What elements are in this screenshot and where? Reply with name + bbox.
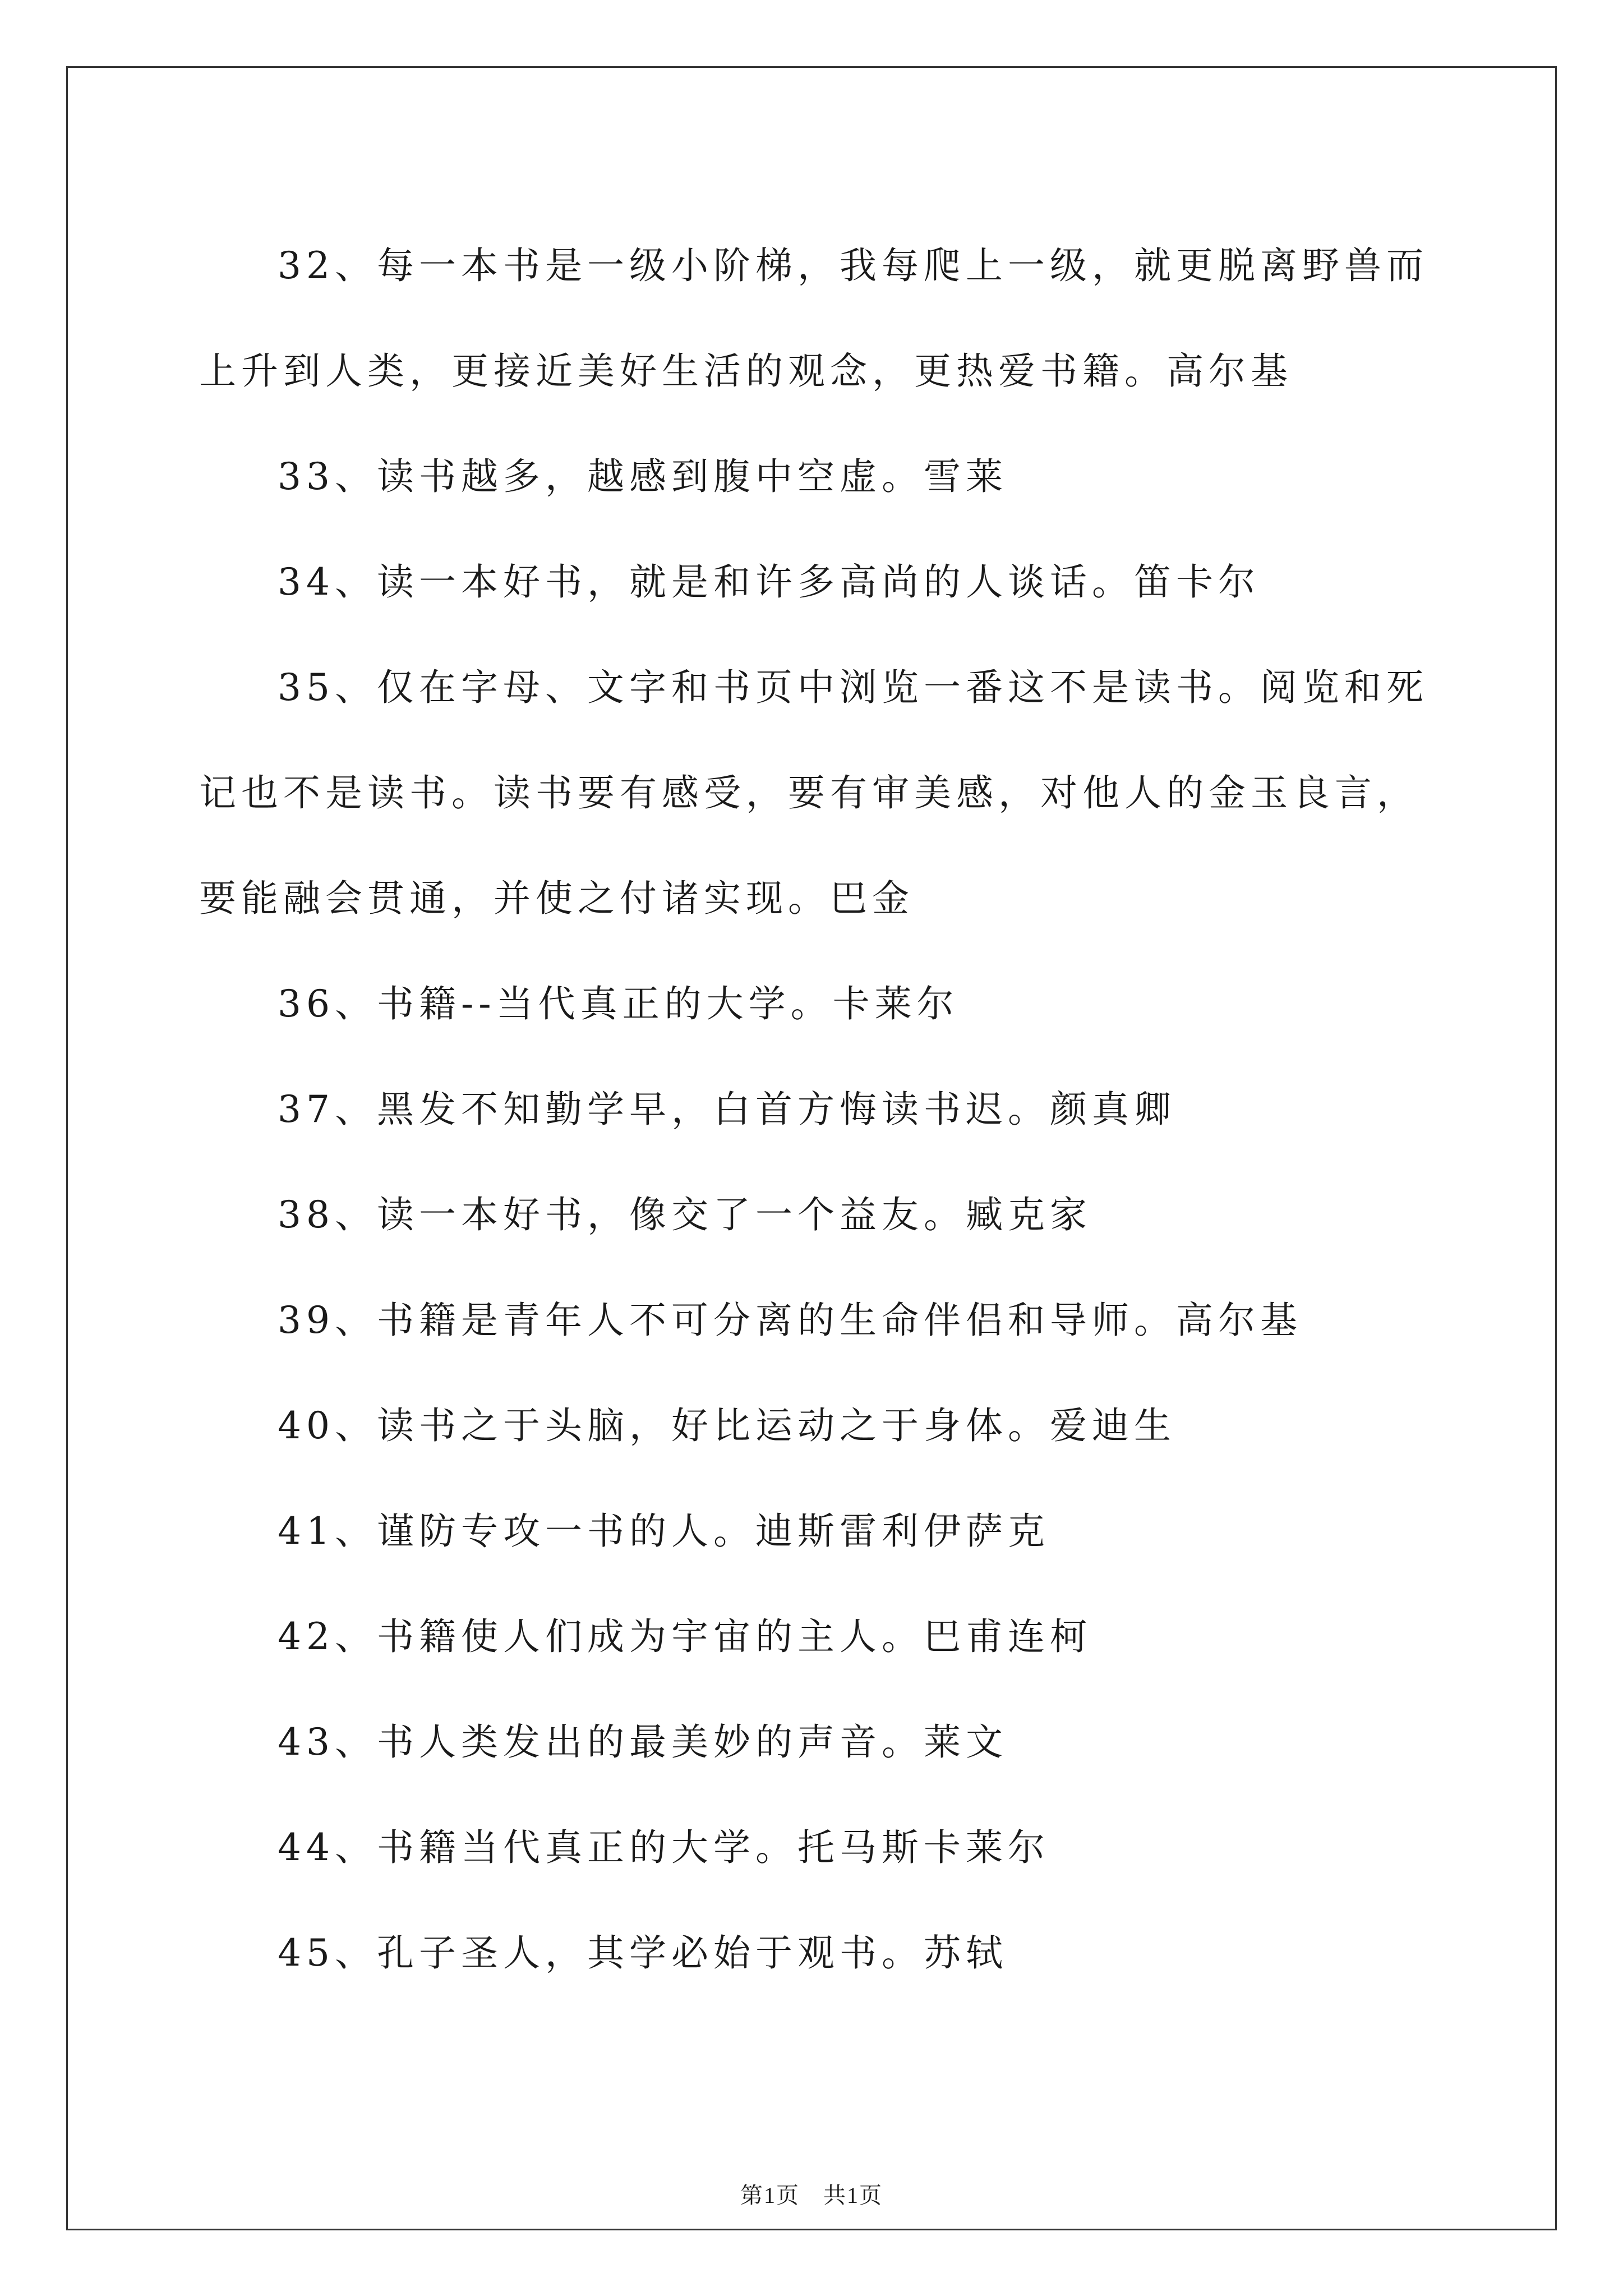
quote-paragraph-42: 42、书籍使人们成为宇宙的主人。巴甫连柯 bbox=[278, 1615, 1092, 1658]
quote-paragraph-33: 33、读书越多，越感到腹中空虚。雪莱 bbox=[278, 455, 1008, 498]
quote-paragraph-45: 45、孔子圣人，其学必始于观书。苏轼 bbox=[278, 1931, 1008, 1975]
quote-paragraph-34: 34、读一本好书，就是和许多高尚的人谈话。笛卡尔 bbox=[278, 560, 1260, 604]
page-number-footer: 第1页 共1页 bbox=[740, 2183, 883, 2208]
quote-paragraph-44: 44、书籍当代真正的大学。托马斯卡莱尔 bbox=[278, 1826, 1050, 1869]
document-body bbox=[199, 213, 1444, 2006]
quote-paragraph-38: 38、读一本好书，像交了一个益友。臧克家 bbox=[278, 1193, 1092, 1236]
quote-paragraph-40: 40、读书之于头脑，好比运动之于身体。爱迪生 bbox=[278, 1404, 1176, 1447]
quote-paragraph-39: 39、书籍是青年人不可分离的生命伴侣和导师。高尔基 bbox=[278, 1299, 1302, 1342]
quote-paragraph-43: 43、书人类发出的最美妙的声音。莱文 bbox=[278, 1720, 1008, 1764]
quote-paragraph-36: 36、书籍--当代真正的大学。卡莱尔 bbox=[278, 982, 959, 1025]
quote-paragraph-37: 37、黑发不知勤学早，白首方悔读书迟。颜真卿 bbox=[278, 1088, 1176, 1131]
quote-paragraph-35: 35、仅在字母、文字和书页中浏览一番这不是读书。阅览和死记也不是读书。读书要有感受，要有审美感，对他人的金玉良言，要能融会贯通，并使之付诸实现。巴金 bbox=[199, 666, 1428, 920]
quote-paragraph-32: 32、每一本书是一级小阶梯，我每爬上一级，就更脱离野兽而上升到人类，更接近美好生活的观念，更热爱书籍。高尔基 bbox=[199, 244, 1428, 393]
quote-paragraph-41: 41、谨防专攻一书的人。迪斯雷利伊萨克 bbox=[278, 1510, 1050, 1553]
